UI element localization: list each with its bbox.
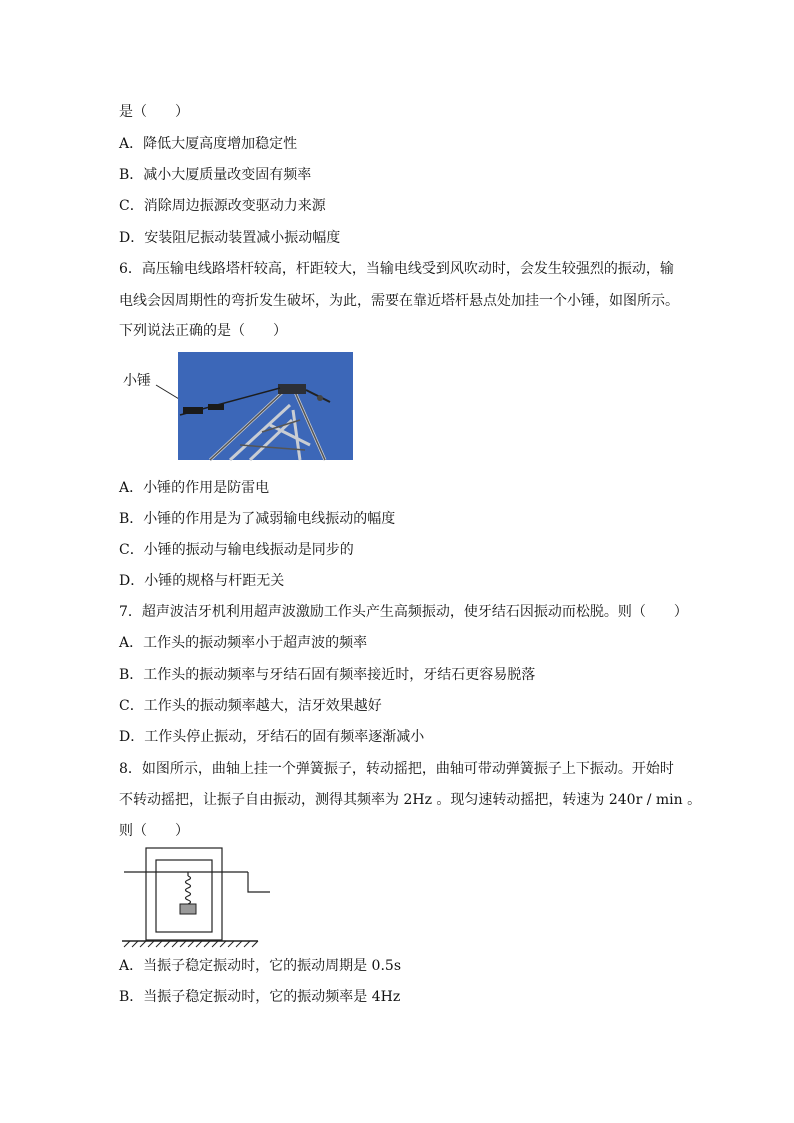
q6-option-a: A．小锤的作用是防雷电 [119,480,270,496]
q6-stem-line-1: 6．高压输电线路塔杆较高，杆距较大，当输电线受到风吹动时，会发生较强烈的振动，输 [119,261,674,277]
q5-stem-end: 是（ ） [119,104,189,120]
q8-option-a: A．当振子稳定振动时，它的振动周期是 0.5s [119,958,402,974]
q6-stem-line-2: 电线会因周期性的弯折发生破坏，为此，需要在靠近塔杆悬点处加挂一个小锤，如图所示。 [119,293,679,309]
q5-option-c: C．消除周边振源改变驱动力来源 [119,198,326,214]
q7-option-a: A．工作头的振动频率小于超声波的频率 [119,635,368,651]
q5-option-b: B．减小大厦质量改变固有频率 [119,167,312,183]
q5-option-a: A．降低大厦高度增加稳定性 [119,136,298,152]
q6-option-b: B．小锤的作用是为了减弱输电线振动的幅度 [119,511,396,527]
q6-option-c: C．小锤的振动与输电线振动是同步的 [119,542,354,558]
q7-option-c: C．工作头的振动频率越大，洁牙效果越好 [119,698,382,714]
hammer-label: 小锤 [123,373,151,389]
q5-option-d: D．安装阻尼振动装置减小振动幅度 [119,230,341,246]
q7-option-b: B．工作头的振动频率与牙结石固有频率接近时，牙结石更容易脱落 [119,667,536,683]
q8-option-b: B．当振子稳定振动时，它的振动频率是 4Hz [119,989,401,1005]
q8-stem-line-2: 不转动摇把，让振子自由振动，测得其频率为 2Hz 。现匀速转动摇把，转速为 240r / min 。 [119,792,702,808]
hammer-damper [183,407,203,414]
q6-stem-line-3: 下列说法正确的是（ ） [119,323,287,339]
spring-oscillator-diagram [118,846,278,952]
q8-stem-line-1: 8．如图所示，曲轴上挂一个弹簧振子，转动摇把，曲轴可带动弹簧振子上下振动。开始时 [119,761,674,777]
oscillator-mass [180,904,196,914]
q6-option-d: D．小锤的规格与杆距无关 [119,573,285,589]
q8-stem-line-3: 则（ ） [119,823,189,839]
q7-option-d: D．工作头停止振动，牙结石的固有频率逐渐减小 [119,729,425,745]
q7-stem: 7．超声波洁牙机利用超声波激励工作头产生高频振动，使牙结石因振动而松脱。则（ ） [119,604,688,620]
tower-photo [150,350,355,462]
